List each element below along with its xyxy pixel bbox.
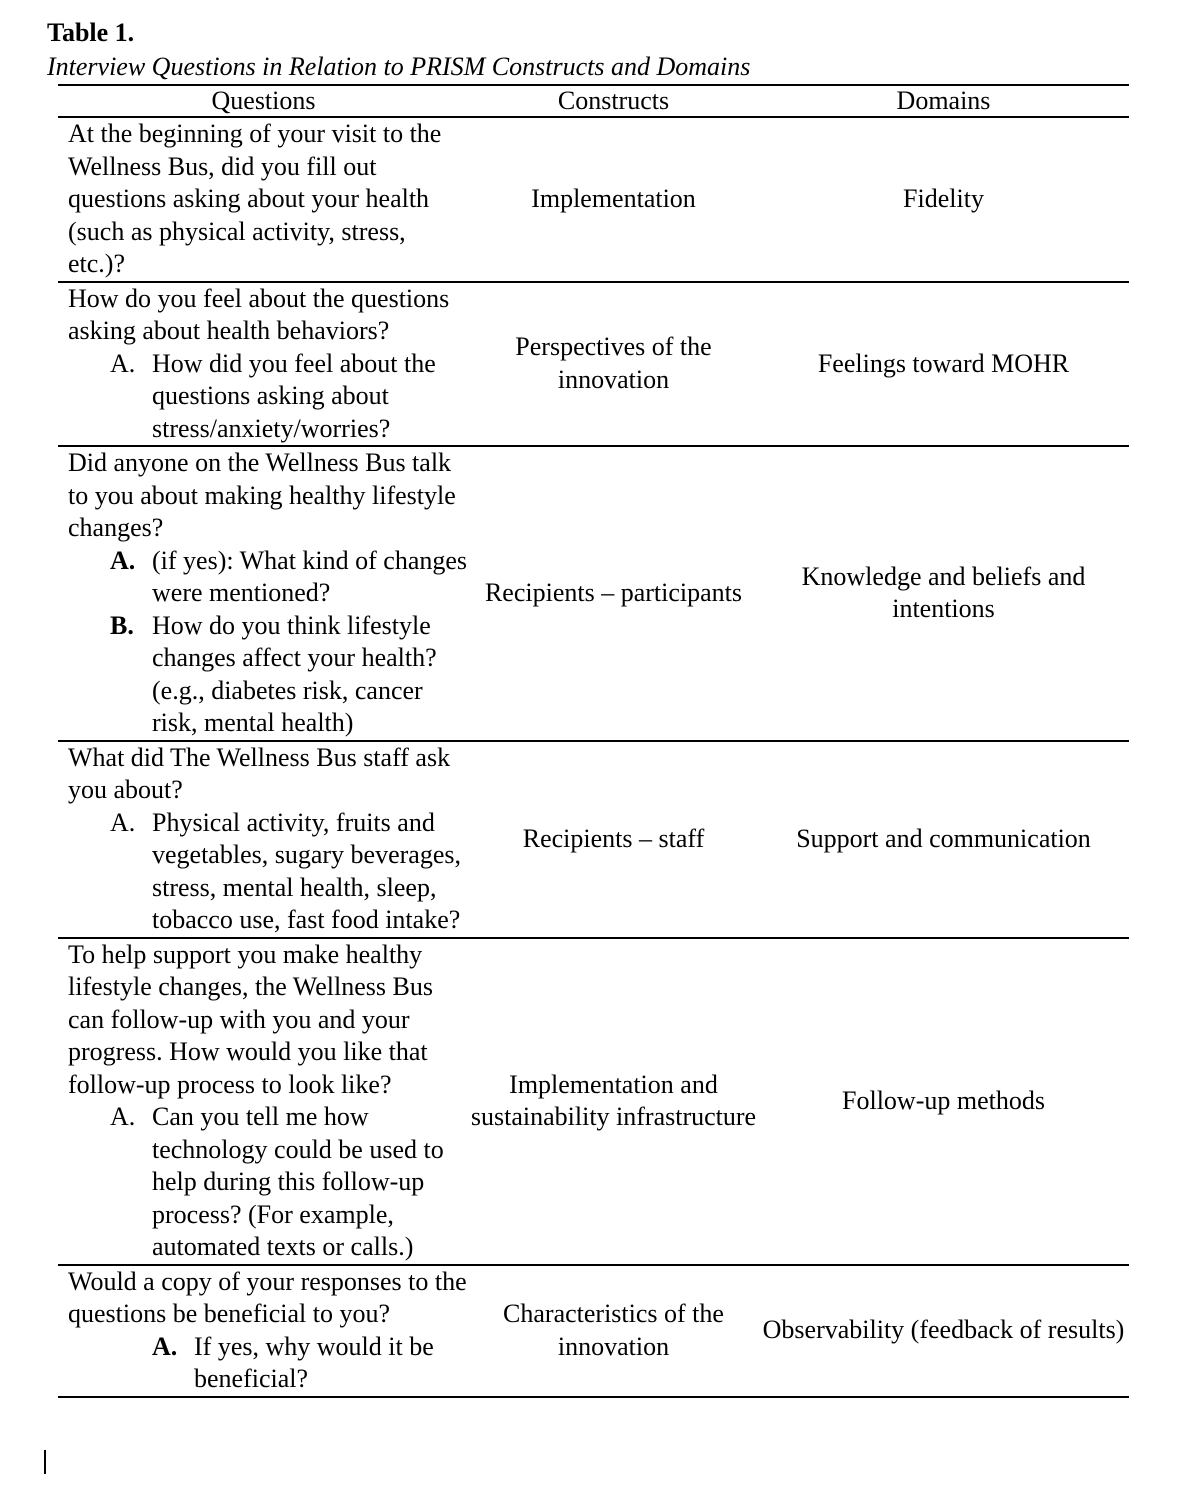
domain-cell: Support and communication xyxy=(796,823,1091,853)
sub-question-text: If yes, why would it be beneficial? xyxy=(194,1331,434,1393)
question-cell xyxy=(58,938,469,1265)
question-cell xyxy=(58,117,469,282)
question-cell xyxy=(58,282,469,447)
sub-question-text: Physical activity, fruits and vegetables, sugary beverages, stress, mental health, sleep, tobacco use, fast food intake? xyxy=(152,807,461,934)
table-row xyxy=(58,938,1129,1265)
table-caption: Interview Questions in Relation to PRISM Constructs and Domains xyxy=(47,52,751,81)
sub-question-text: How did you feel about the questions asking about stress/anxiety/worries? xyxy=(152,348,436,443)
domain-cell: Follow-up methods xyxy=(842,1085,1045,1115)
table-row xyxy=(58,282,1129,447)
table-row xyxy=(58,117,1129,282)
sub-question-list xyxy=(68,1331,469,1396)
construct-cell: Implementation xyxy=(531,184,696,213)
table-label: Table 1. xyxy=(47,18,135,47)
question-text: At the beginning of your visit to the Wellness Bus, did you fill out questions asking about your health (such as physical activity, stress, etc.)? xyxy=(68,119,442,278)
construct-cell: Recipients – staff xyxy=(522,823,705,853)
interview-questions-table xyxy=(58,84,1129,1398)
construct-cell: Recipients – participants xyxy=(484,578,743,607)
sub-question-text: Can you tell me how technology could be used to help during this follow-up process? (For example, automated texts or calls.) xyxy=(152,1102,444,1261)
sub-question xyxy=(68,545,469,610)
column-header-domains: Domains xyxy=(896,86,991,115)
sub-question-list xyxy=(68,545,469,740)
construct-cell: Perspectives of the innovation xyxy=(515,332,712,394)
question-text: To help support you make healthy lifestyle changes, the Wellness Bus can follow-up with you and your progress. How would you like that follow-up process to look like? xyxy=(68,939,433,1099)
column-header-questions: Questions xyxy=(211,86,316,115)
table-row xyxy=(58,446,1129,741)
sub-question-text: (if yes): What kind of changes were mentioned? xyxy=(152,545,468,607)
sub-question-text: How do you think lifestyle changes affect your health? (e.g., diabetes risk, cancer risk, mental health) xyxy=(152,610,437,737)
sub-question xyxy=(68,1101,469,1264)
question-text: Would a copy of your responses to the questions be beneficial to you? xyxy=(68,1266,467,1328)
sub-question-letter: A. xyxy=(110,1102,136,1131)
domain-cell: Fidelity xyxy=(903,184,984,213)
sub-question xyxy=(68,807,469,937)
domain-cell: Observability (feedback of results) xyxy=(762,1315,1125,1345)
domain-cell: Knowledge and beliefs and intentions xyxy=(801,561,1086,624)
domain-cell: Feelings toward MOHR xyxy=(817,348,1070,378)
sub-question xyxy=(68,348,469,446)
question-text: Did anyone on the Wellness Bus talk to you about making healthy lifestyle changes? xyxy=(68,448,456,542)
question-text: How do you feel about the questions asking about health behaviors? xyxy=(68,283,450,345)
sub-question-list xyxy=(68,348,469,446)
sub-question-list xyxy=(68,1101,469,1264)
sub-question-letter: A. xyxy=(110,807,136,837)
sub-question-letter: B. xyxy=(110,610,134,640)
table-row xyxy=(58,1265,1129,1397)
text-cursor xyxy=(44,1450,46,1474)
column-header-constructs: Constructs xyxy=(557,86,670,115)
construct-cell: Implementation and sustainability infrastructure xyxy=(470,1069,757,1131)
question-cell xyxy=(58,446,469,741)
construct-cell: Characteristics of the innovation xyxy=(503,1299,724,1361)
question-cell xyxy=(58,741,469,938)
table-header-row xyxy=(58,85,1129,117)
sub-question xyxy=(68,1331,469,1396)
sub-question-letter: A. xyxy=(110,348,136,378)
question-text: What did The Wellness Bus staff ask you about? xyxy=(68,742,451,804)
table-row xyxy=(58,741,1129,938)
question-cell xyxy=(58,1265,469,1397)
sub-question-letter: A. xyxy=(152,1331,178,1361)
sub-question-list xyxy=(68,807,469,937)
sub-question-letter: A. xyxy=(110,545,136,575)
sub-question xyxy=(68,610,469,740)
